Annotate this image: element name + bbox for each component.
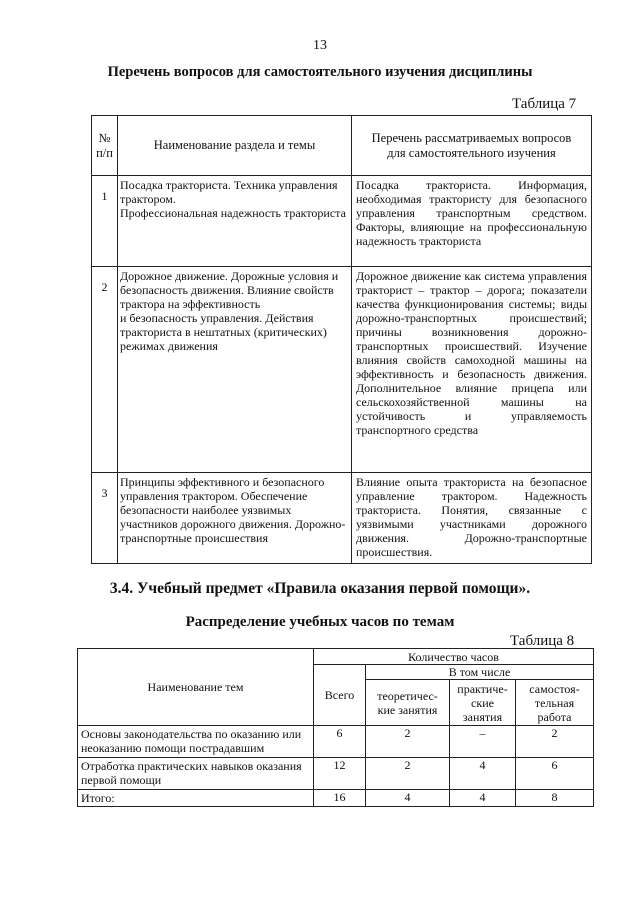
header-total: Всего: [314, 665, 366, 726]
row-theory: 2: [366, 758, 450, 790]
header-theory: теоретичес-кие занятия: [366, 680, 450, 726]
header-self: самостоя-тельная работа: [516, 680, 594, 726]
row-total: 16: [314, 790, 366, 807]
table7-caption: Таблица 7: [512, 96, 577, 112]
row-section: Принципы эффективного и безопасного управления трактором. Обеспечение безопасности наиболее уязвимых участников дорожного движения. Дорожно-транспортные происшествия: [118, 473, 352, 564]
table-row: [92, 176, 592, 267]
table-row: [78, 790, 594, 807]
row-questions: Влияние опыта тракториста на безопасное управление трактором. Надежность тракториста. Понятия, связанные с уязвимыми участниками дорожного движения. Дорожно-транспортные происшествия.: [352, 473, 592, 564]
row-questions: Посадка тракториста. Информация, необходимая трактористу для безопасного управления транспортным средством. Факторы, влияющие на профессиональную надежность тракториста: [352, 176, 592, 267]
row-theory: 4: [366, 790, 450, 807]
table-header-row: [92, 116, 592, 176]
table-row: [92, 267, 592, 473]
table-row: [78, 758, 594, 790]
header-num: № п/п: [92, 116, 118, 176]
row-self: 8: [516, 790, 594, 807]
row-num: 2: [92, 267, 118, 473]
row-section: Посадка тракториста. Техника управления трактором. Профессиональная надежность тракториста: [118, 176, 352, 267]
row-num: 3: [92, 473, 118, 564]
distribution-heading: Распределение учебных часов по темам: [185, 614, 455, 630]
row-section: Дорожное движение. Дорожные условия и безопасность движения. Влияние свойств трактора на эффективность и безопасность управления. Действия тракториста в нештатных (критических) режимах движения: [118, 267, 352, 473]
table-header-row: [78, 649, 594, 665]
row-theory: 2: [366, 726, 450, 758]
header-hours: Количество часов: [314, 649, 594, 665]
row-total: 6: [314, 726, 366, 758]
row-practice: 4: [450, 790, 516, 807]
row-self: 2: [516, 726, 594, 758]
page-number: 13: [313, 38, 327, 53]
questions-table: [91, 115, 592, 564]
header-name: Наименование тем: [78, 649, 314, 726]
table-row: [78, 726, 594, 758]
section-heading: Перечень вопросов для самостоятельного изучения дисциплины: [107, 64, 533, 80]
row-practice: –: [450, 726, 516, 758]
table-row: [92, 473, 592, 564]
header-practice: практиче-ские занятия: [450, 680, 516, 726]
subject-heading: 3.4. Учебный предмет «Правила оказания первой помощи».: [109, 580, 531, 597]
row-name: Основы законодательства по оказанию или неоказанию помощи пострадавшим: [78, 726, 314, 758]
row-questions: Дорожное движение как система управления тракторист – трактор – дорога; показатели качества функционирования системы; виды дорожно-транспортных происшествий; причины возникновения дорожно-транспортных происшествий. Изучение влияния свойств самоходной машины на эффективность и безопасность движения. Дополнительное влияние прицепа или сельскохозяйственной машины на устойчивость и управляемость транспортного средства: [352, 267, 592, 473]
header-questions: Перечень рассматриваемых вопросов для самостоятельного изучения: [352, 116, 592, 176]
header-including: В том числе: [366, 665, 594, 680]
row-practice: 4: [450, 758, 516, 790]
row-name: Отработка практических навыков оказания первой помощи: [78, 758, 314, 790]
row-name: Итого:: [78, 790, 314, 807]
row-total: 12: [314, 758, 366, 790]
table8-caption: Таблица 8: [510, 633, 575, 649]
row-num: 1: [92, 176, 118, 267]
header-section: Наименование раздела и темы: [118, 116, 352, 176]
hours-table: [77, 648, 594, 807]
row-self: 6: [516, 758, 594, 790]
